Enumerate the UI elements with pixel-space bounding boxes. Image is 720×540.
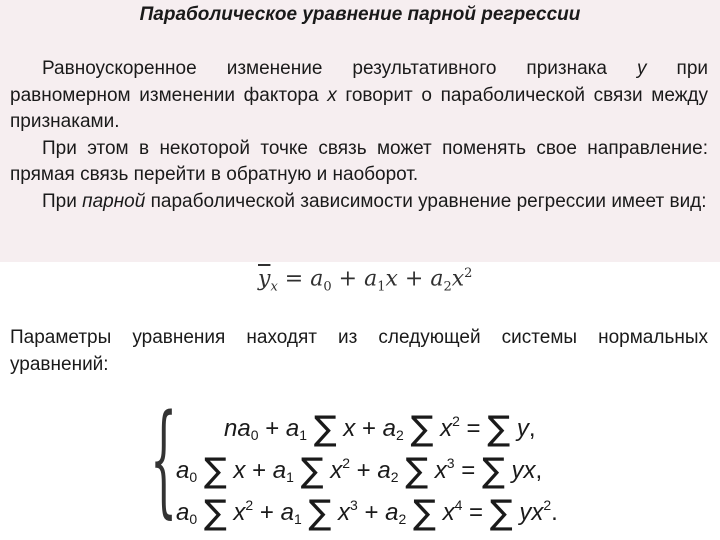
formula-plus-1: +	[338, 266, 358, 292]
formula-equals: =	[284, 266, 304, 292]
equation-row-3	[176, 484, 558, 533]
p1-var-y: у	[637, 58, 647, 79]
row2-x1-sup: 2	[342, 455, 350, 471]
sum-sign: ∑	[203, 493, 227, 533]
row2-a1-sub: 1	[286, 469, 294, 485]
p1-text-a: Равноускоренное изменение результативного признака	[42, 58, 637, 79]
formula-a0: a	[310, 266, 324, 292]
row3-x2: x	[442, 499, 455, 526]
row3-rhs-sup: 2	[543, 497, 552, 513]
equation-row-2	[176, 442, 543, 491]
row2-rhs: yx	[511, 457, 536, 484]
sum-sign: ∑	[405, 451, 429, 491]
row1-rhs: y	[516, 415, 529, 442]
row3-x2-sup: 4	[454, 497, 463, 513]
p3-text-b: параболической зависимости уравнение регрессии имеет вид:	[145, 190, 707, 212]
regression-formula	[258, 266, 508, 306]
row1-x2-sup: 2	[452, 413, 460, 429]
row3-a1: a	[280, 499, 294, 526]
row2-plus-1: +	[252, 457, 267, 484]
row2-a2: a	[377, 457, 391, 484]
formula-a2-sub: 2	[443, 279, 452, 295]
intro-text	[10, 56, 708, 215]
sum-sign: ∑	[412, 493, 436, 533]
row1-a2-sub: 2	[396, 427, 404, 443]
row2-plus-2: +	[356, 457, 371, 484]
row3-rhs: yx	[519, 499, 544, 526]
row1-a0: a	[237, 415, 251, 442]
normal-equations-system	[150, 388, 630, 533]
row1-plus-2: +	[361, 415, 376, 442]
row2-x1: x	[330, 457, 343, 484]
row2-end: ,	[535, 457, 543, 484]
slide-title: Параболическое уравнение парной регрессии	[139, 4, 581, 25]
row2-a2-sub: 2	[390, 469, 399, 485]
row1-a0-sub: 0	[250, 427, 259, 443]
row2-a0: a	[176, 457, 190, 484]
row3-a2-sub: 2	[398, 511, 407, 527]
row3-a0: a	[176, 499, 190, 526]
row2-x0: x	[233, 457, 246, 484]
sum-sign: ∑	[300, 451, 324, 491]
formula-a2: a	[430, 266, 444, 292]
row1-a2: a	[382, 415, 397, 442]
row1-a1: a	[285, 415, 300, 442]
system-brace: {	[150, 388, 178, 530]
sum-sign: ∑	[481, 451, 505, 491]
sum-sign: ∑	[308, 493, 332, 533]
formula-a0-sub: 0	[323, 279, 332, 295]
row3-plus-1: +	[259, 499, 274, 526]
paragraph-2: При этом в некоторой точке связь может поменять свое направление: прямая связь перейти в обратную и наоборот.	[10, 137, 708, 185]
p3-emphasis: парной	[82, 190, 146, 212]
p1-text-c: говорит о параболической связи между признаками.	[10, 84, 709, 132]
formula-x2-sup: 2	[464, 266, 473, 281]
formula-lhs: $\overline{y}$	[258, 266, 271, 292]
row3-x1: x	[338, 499, 350, 526]
paragraph-3	[10, 189, 708, 216]
row3-plus-2: +	[364, 499, 379, 526]
row1-a1-sub: 1	[299, 427, 308, 443]
p3-text-a: При	[42, 190, 83, 212]
row1-end: ,	[528, 415, 536, 442]
sum-sign: ∑	[487, 409, 511, 449]
row3-x0-sup: 2	[245, 497, 254, 513]
row1-x2: x	[440, 415, 453, 442]
row1-equals: =	[466, 415, 481, 442]
formula-x1: x	[385, 266, 398, 292]
p1-text-b: при равномерном изменении фактора	[10, 58, 708, 106]
row1-x1: x	[343, 415, 356, 442]
formula-a1-sub: 1	[377, 279, 386, 295]
row3-a1-sub: 1	[293, 511, 302, 527]
row3-x1-sup: 3	[350, 497, 358, 513]
formula-plus-2: +	[404, 266, 424, 292]
row2-equals: =	[461, 457, 476, 484]
row2-a0-sub: 0	[189, 469, 198, 485]
p1-var-x: х	[327, 84, 337, 106]
row1-plus-1: +	[265, 415, 280, 442]
row3-end: .	[551, 499, 558, 526]
row3-equals: =	[469, 499, 484, 526]
row3-a2: a	[385, 499, 399, 526]
row2-x2: x	[434, 457, 447, 484]
row2-x2-sup: 3	[446, 455, 455, 471]
row3-a0-sub: 0	[189, 511, 198, 527]
row2-a1: a	[272, 457, 287, 484]
row3-x0: x	[233, 499, 246, 526]
sum-sign: ∑	[410, 409, 434, 449]
sum-sign: ∑	[203, 451, 227, 491]
formula-a1: a	[364, 266, 378, 292]
params-text: Параметры уравнения находят из следующей системы нормальных уравнений:	[10, 327, 708, 375]
formula-x2: x	[451, 266, 465, 292]
formula-lhs-sub: x	[270, 279, 278, 295]
row1-n: n	[224, 415, 238, 442]
equation-row-1	[224, 400, 536, 449]
sum-sign: ∑	[313, 409, 337, 449]
paragraph-1	[10, 56, 708, 136]
sum-sign: ∑	[489, 493, 513, 533]
